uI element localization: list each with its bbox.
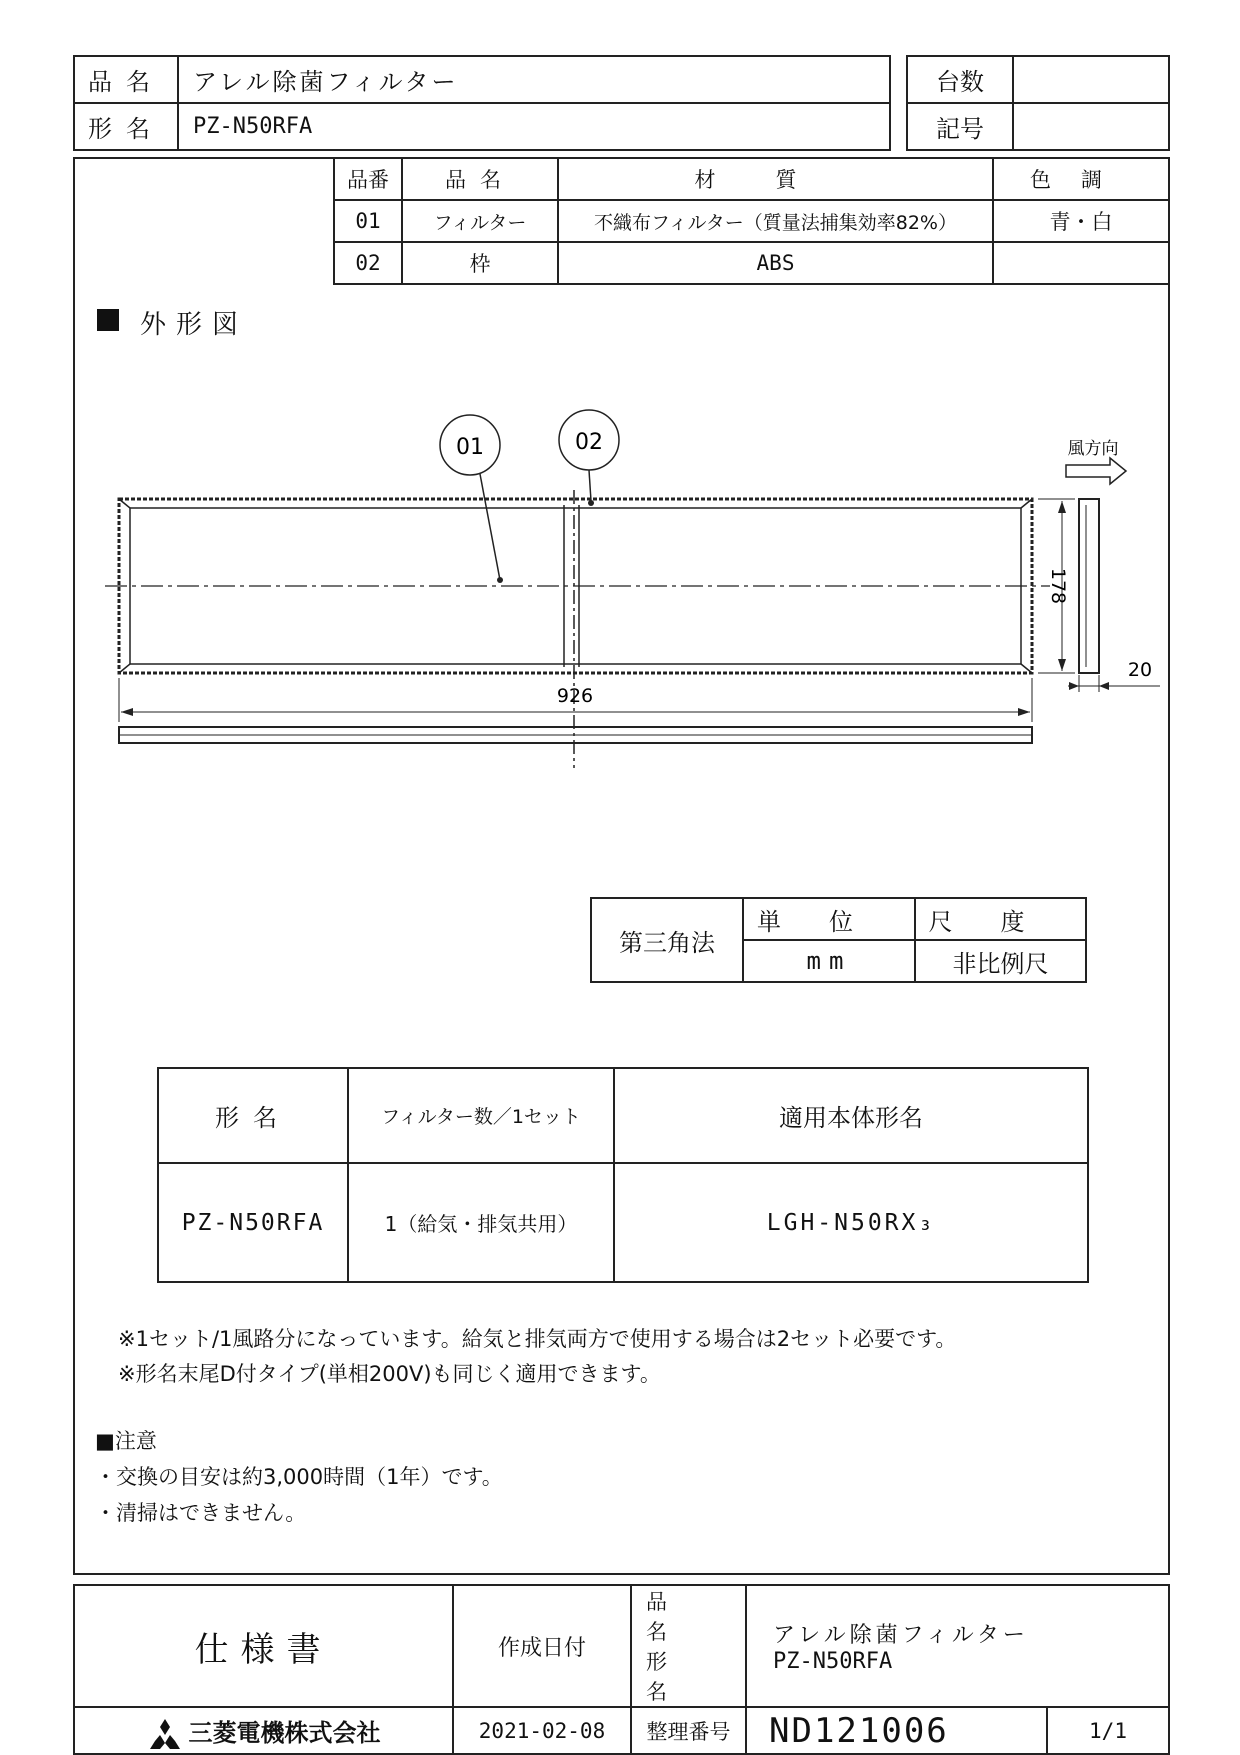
product-name-label: 品名 <box>74 56 178 103</box>
caution-item: ・交換の目安は約3,000時間（1年）です。 <box>95 1465 503 1489</box>
dim-height-label: 178 <box>1047 567 1069 605</box>
caution-item: ・清掃はできません。 <box>95 1501 307 1525</box>
company-cell <box>74 1707 453 1754</box>
applicable-cell-model: PZ-N50RFA <box>158 1163 348 1282</box>
parts-header-no: 品番 <box>334 158 402 200</box>
parts-cell-no: 02 <box>334 242 402 284</box>
doc-type: 仕様書 <box>74 1585 453 1707</box>
scale-value: 非比例尺 <box>915 940 1086 982</box>
applicable-header-body: 適用本体形名 <box>614 1068 1088 1163</box>
applicable-table <box>157 1067 1089 1283</box>
model-label: 形名 <box>74 103 178 150</box>
applicable-header-count: フィルター数／1セット <box>348 1068 614 1163</box>
footer-model-label: 形名 <box>646 1650 697 1704</box>
airflow-arrow-icon <box>1066 458 1126 484</box>
parts-header-name: 品名 <box>402 158 558 200</box>
parts-cell-name: 枠 <box>402 242 558 284</box>
created-date: 2021-02-08 <box>453 1707 631 1754</box>
mitsubishi-logo-icon <box>147 1719 183 1749</box>
parts-cell-material: ABS <box>558 242 993 284</box>
callout-02-label: 02 <box>575 430 603 455</box>
airflow-label: 風方向 <box>1067 439 1119 459</box>
dim-width-label: 926 <box>556 685 594 707</box>
footer-model: PZ-N50RFA <box>773 1649 893 1674</box>
symbol-label: 記号 <box>907 103 1013 150</box>
note-line: ※形名末尾D付タイプ(単相200V)も同じく適用できます。 <box>118 1362 661 1386</box>
applicable-header-model: 形名 <box>158 1068 348 1163</box>
product-model-values <box>746 1585 1169 1707</box>
callout-01-label: 01 <box>456 435 484 460</box>
parts-header-color: 色調 <box>993 158 1169 200</box>
caution-title: ■注意 <box>95 1429 157 1453</box>
outline-drawing <box>0 0 1240 800</box>
parts-header-material: 材質 <box>558 158 993 200</box>
dim-depth-label: 20 <box>1127 659 1153 681</box>
applicable-row <box>158 1163 1088 1282</box>
company-name: 三菱電機株式会社 <box>188 1718 381 1747</box>
count-label: 台数 <box>907 56 1013 103</box>
parts-cell-no: 01 <box>334 200 402 242</box>
title-block <box>73 1584 1170 1755</box>
applicable-cell-count: 1（給気・排気共用） <box>348 1163 614 1282</box>
footer-product-label: 品名 <box>646 1590 697 1644</box>
parts-cell-name: フィルター <box>402 200 558 242</box>
ref-label: 整理番号 <box>631 1707 746 1754</box>
product-model-labels <box>631 1585 746 1707</box>
unit-label: 単位 <box>743 898 915 940</box>
scale-label: 尺度 <box>915 898 1086 940</box>
note-line: ※1セット/1風路分になっています。給気と排気両方で使用する場合は2セット必要です。 <box>118 1327 957 1351</box>
applicable-cell-body: LGH-N50RX₃ <box>614 1163 1088 1282</box>
side-view-right <box>1079 499 1099 673</box>
footer-product-name: アレル除菌フィルター <box>773 1623 1029 1648</box>
created-label: 作成日付 <box>453 1585 631 1707</box>
projection-table <box>590 897 1087 983</box>
unit-value: mm <box>743 940 915 982</box>
parts-cell-material: 不織布フィルター（質量法捕集効率82%） <box>558 200 993 242</box>
parts-cell-color: 青・白 <box>993 200 1169 242</box>
page-number: 1/1 <box>1047 1707 1169 1754</box>
model-value: PZ-N50RFA <box>178 103 890 150</box>
projection-method: 第三角法 <box>591 898 743 982</box>
product-name-value: アレル除菌フィルター <box>178 56 890 103</box>
section-title: 外形図 <box>140 310 249 340</box>
ref-number: ND121006 <box>746 1707 1047 1754</box>
